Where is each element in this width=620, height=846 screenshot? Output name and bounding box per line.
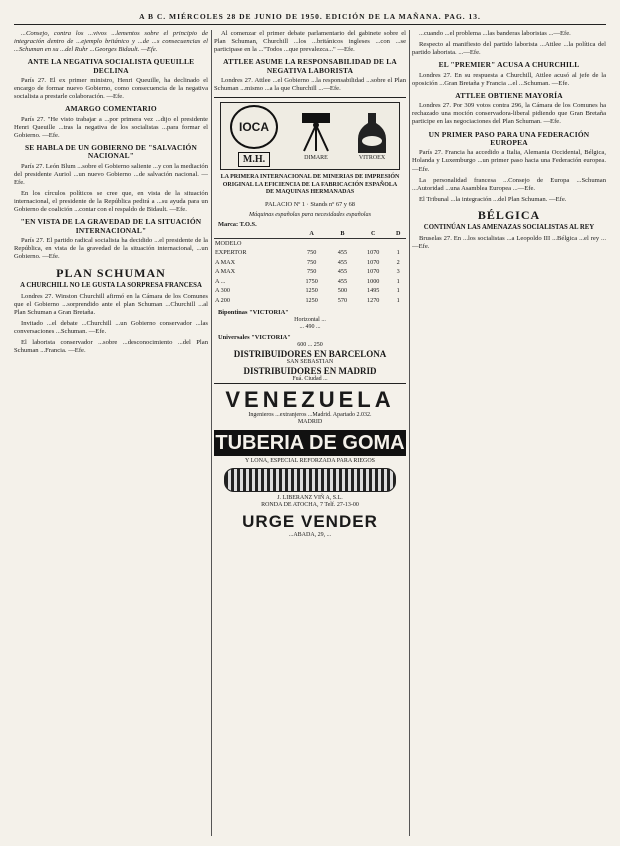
article-paragraph: Respecto al manifiesto del partido laborista ...Attlee ...la política del partido laborista. ...—Efe.	[412, 41, 606, 57]
article-paragraph: Bruselas 27. En ...los socialistas ...a Leopoldo III ...Bélgica ...el rey ...—Efe.	[412, 234, 606, 251]
article-paragraph: Londres 27. Por 309 votos contra 296, la Cámara de los Comunes ha rechazado una moción conservadora-liberal pidiendo que Gran Bretaña participe en las negociaciones del Plan Schuman. —Efe.	[412, 102, 606, 126]
table-cell: 570	[337, 297, 348, 305]
article-intro: ...cuando ...el problema ...las banderas laboristas ...—Efe.	[419, 30, 571, 37]
headline-belgica: BÉLGICA	[477, 207, 541, 222]
ad-distributors: Fuá. Ciudad ...	[292, 375, 328, 382]
table-cell: MODELO	[215, 239, 242, 247]
headline-plan-schuman: PLAN SCHUMAN	[56, 265, 166, 280]
headline-premier: EL "PREMIER" ACUSA A CHURCHILL	[438, 60, 580, 70]
table-cell	[329, 238, 356, 248]
table-cell: 1270	[367, 297, 380, 305]
table-cell: 1070	[367, 249, 380, 257]
vitroex-word: VITROEX	[358, 154, 386, 161]
table-cell: 750	[307, 249, 317, 257]
article-paragraph: En los círculos políticos se cree que, en vista de la situación internacional, el presidente de la República pedirá a ...su ayuda para un Gobierno de coalición ...contar con el respaldo de Bidault. —Efe.	[14, 190, 208, 214]
article-paragraph: Invitado ...el debate ...Churchill ...un Gobierno conservador ...las conversaciones ...Schuman. —Efe.	[14, 319, 208, 335]
table-cell: 1250	[305, 287, 318, 295]
article-paragraph: Londres 27. En su respuesta a Churchill, Attlee acusó al jefe de la oposición ...Gran Bretaña y Francia ...el ...Schuman. —Efe.	[412, 71, 606, 87]
table-cell: 1250	[305, 297, 318, 305]
dimare-word: DIMARE	[304, 154, 328, 161]
table-cell: 1070	[367, 268, 380, 276]
column-2	[214, 30, 406, 836]
article-paragraph: París 27. "He visto trabajar a ...por primera vez ...dijo el presidente Henri Queuille ...tras la negativa de los socialistas ...para formar el Gobierno. —Efe.	[14, 115, 208, 139]
table-row	[214, 296, 406, 306]
headline-amargo: AMARGO COMENTARIO	[65, 104, 157, 114]
article-paragraph: El Tribunal ...la integración ...del Plan Schuman. —Efe.	[419, 195, 567, 203]
logo-dimare	[296, 111, 336, 162]
ad-subcaption: Máquinas españolas para necesidades españolas	[248, 210, 372, 218]
article-intro: ...Consejo, contra los ...vivos ...lementos sobre el principio de integración dentro de ...ejemplo británico y ...de ...s consecuencias el ...Schuman en su ...del Ruhr ...Georges Bidault. —Efe.	[14, 30, 208, 54]
ad-distributors: SAN SEBASTIAN	[286, 358, 334, 365]
article-paragraph: La personalidad francesa ...Consejo de Europa ...Schuman ...Autoridad ...una Asamblea Europea ...—Efe.	[412, 176, 606, 192]
ad-section: Marca: T.O.S.	[218, 220, 257, 228]
tuberia-ad-sub: Y LONA, ESPECIAL REFORZADA PARA RIEGOS	[244, 457, 376, 464]
venezuela-ad-text: Ingenieros ...extranjeros ...Madrid. Apartado 2.032.	[248, 411, 372, 418]
table-cell	[390, 238, 406, 248]
headline-federacion: UN PRIMER PASO PARA UNA FEDERACIÓN EUROPEA	[428, 129, 590, 147]
table-row	[214, 277, 406, 287]
table-cell: 1750	[305, 277, 318, 285]
venezuela-ad-city: MADRID	[297, 418, 323, 425]
ad-distributors: DISTRIBUIDORES EN MADRID	[243, 365, 377, 376]
article-paragraph: París 27. Francia ha accedido a Italia, Alemania Occidental, Bélgica, Holanda y Luxemburgo ...un primer paso hacia una Federación europea. —Efe.	[412, 149, 606, 173]
ad-line: ... 490 ...	[299, 323, 321, 330]
hose-icon	[224, 468, 396, 492]
article-paragraph: Londres 27. Attlee ...el Gobierno ...la responsabilidad ...sobre el Plan Schuman ...mismo ...a la que Churchill ...—Efe.	[214, 77, 406, 93]
tuberia-ad-title: TUBERIA DE GOMA	[215, 431, 405, 454]
column-3	[412, 30, 606, 836]
column-1	[14, 30, 208, 836]
table-cell: 1	[396, 249, 400, 257]
article-paragraph: París 27. El partido radical socialista ha decidido ...el presidente de la República, en vista de la gravedad de la situación internacional, ...un Gobierno. —Efe.	[14, 237, 208, 261]
table-cell: 2	[396, 258, 400, 266]
table-cell: 750	[307, 268, 317, 276]
table-cell: 455	[337, 268, 348, 276]
table-cell: 3	[396, 268, 400, 276]
bottle-icon	[354, 111, 390, 155]
ad-section: Bipontinas "VICTORIA"	[218, 308, 289, 316]
newspaper-page	[14, 10, 606, 836]
mh-mark: M.H.	[238, 152, 270, 167]
table-row	[214, 248, 406, 258]
table-row	[214, 258, 406, 268]
machine-table	[214, 229, 406, 306]
dimare-emblem-icon	[296, 111, 336, 155]
table-cell: A MAX	[215, 258, 236, 266]
table-cell: EXPERTOR	[215, 249, 247, 257]
table-cell	[294, 238, 329, 248]
table-cell: 455	[337, 258, 348, 266]
tuberia-firm: J. LIBERANZ VIÑ A, S.L.	[277, 494, 343, 501]
ad-line: 600 ... 250	[297, 341, 323, 348]
article-paragraph: El laborista conservador ...sobre ...desconocimiento ...del Plan Schuman ...Francia. —Efe.	[14, 339, 208, 355]
table-cell: 1495	[367, 287, 380, 295]
running-head: A B C. MIÉRCOLES 28 DE JUNIO DE 1950. EDICIÓN DE LA MAÑANA. PAG. 13.	[14, 10, 606, 25]
ad-section: Universales "VICTORIA"	[218, 333, 291, 341]
table-cell: A MAX	[215, 268, 236, 276]
venezuela-ad-title: VENEZUELA	[225, 386, 395, 412]
table-cell	[356, 238, 391, 248]
table-cell: A 200	[215, 297, 230, 305]
headline-attlee-mayoria: ATTLEE OBTIENE MAYORÍA	[455, 90, 563, 100]
ad-distributors: DISTRIBUIDORES EN BARCELONA	[233, 348, 387, 359]
table-row	[214, 286, 406, 296]
ad-line: Horizontal ...	[294, 316, 326, 323]
article-intro: Al comenzar el primer debate parlamentario del gabinete sobre el Plan Schuman, Churchill ...los ...británicos ingleses ...con ...se participase en la ..."Todos ...que prevalezca..." —Efe.	[214, 30, 406, 54]
advertisement-block	[214, 97, 406, 383]
table-header-cell	[214, 229, 294, 239]
machinery-logos	[220, 102, 400, 170]
headline-gravedad: "EN VISTA DE LA GRAVEDAD DE LA SITUACIÓN INTERNACIONAL"	[20, 217, 202, 235]
table-cell: 1	[396, 287, 400, 295]
urge-vender-ad: URGE VENDER	[242, 511, 378, 531]
logo-vitroex	[354, 111, 390, 162]
table-cell: 500	[337, 287, 348, 295]
article-paragraph: París 27. León Blum ...sobre el Gobierno saliente ...y con la mediación del presidente Auriol ...un nuevo Gobierno ...de salvación nacional. —Efe.	[14, 162, 208, 187]
logo-ioca	[230, 105, 278, 167]
ad-stand: PALACIO Nº 1 · Stands nº 67 y 68	[264, 200, 355, 208]
table-cell: A 300	[215, 287, 230, 295]
tuberia-address: RONDA DE ATOCHA, 7 Telf. 27-13-00	[261, 501, 359, 508]
table-row	[214, 238, 406, 248]
table-cell: 1000	[367, 277, 380, 285]
deck-belgica: CONTINÚAN LAS AMENAZAS SOCIALISTAS AL REY	[423, 223, 595, 231]
headline-salvacion: SE HABLA DE UN GOBIERNO DE "SALVACIÓN NACIONAL"	[24, 143, 198, 161]
table-cell: 1	[396, 297, 400, 305]
headline-attlee-asume: ATTLEE ASUME LA RESPONSABILIDAD DE LA NEGATIVA LABORISTA	[223, 57, 397, 75]
article-paragraph: París 27. El ex primer ministro, Henri Queuille, ha declinado el encargo de formar nuevo Gobierno, como consecuencia de la negativa socialista a prestarle colaboración. —Efe.	[14, 77, 208, 101]
ad-caption: LA PRIMERA INTERNACIONAL DE MINERIAS DE IMPRESIÓN ORIGINAL LA EFICIENCIA DE LA FABRICACIÓN ESPAÑOLA DE MAQUINAS HERMANADAS	[220, 174, 400, 196]
urge-vender-sub: ...ABADA, 29, ...	[288, 531, 332, 538]
table-cell: 455	[337, 277, 348, 285]
ioca-logo-icon: IOCA	[230, 105, 278, 149]
deck-churchill: A CHURCHILL NO LE GUSTA LA SORPRESA FRANCESA	[20, 281, 202, 289]
table-cell: 455	[337, 249, 348, 257]
headline-queuille: ANTE LA NEGATIVA SOCIALISTA QUEUILLE DECLINA	[27, 57, 195, 75]
table-header-cell: A	[294, 229, 329, 239]
table-cell: A ...	[215, 277, 226, 285]
table-cell: 1070	[367, 258, 380, 266]
article-paragraph: Londres 27. Winston Churchill afirmó en la Cámara de los Comunes que el Gobierno ...sorprendido ante el plan Schuman ...Churchill ...al Plan Schuman a Gran Bretaña.	[14, 292, 208, 316]
table-cell: 750	[307, 258, 317, 266]
table-header-cell: C	[356, 229, 391, 239]
table-row	[214, 267, 406, 277]
table-header-cell: B	[329, 229, 356, 239]
table-cell: 1	[396, 277, 400, 285]
table-header-cell: D	[390, 229, 406, 239]
